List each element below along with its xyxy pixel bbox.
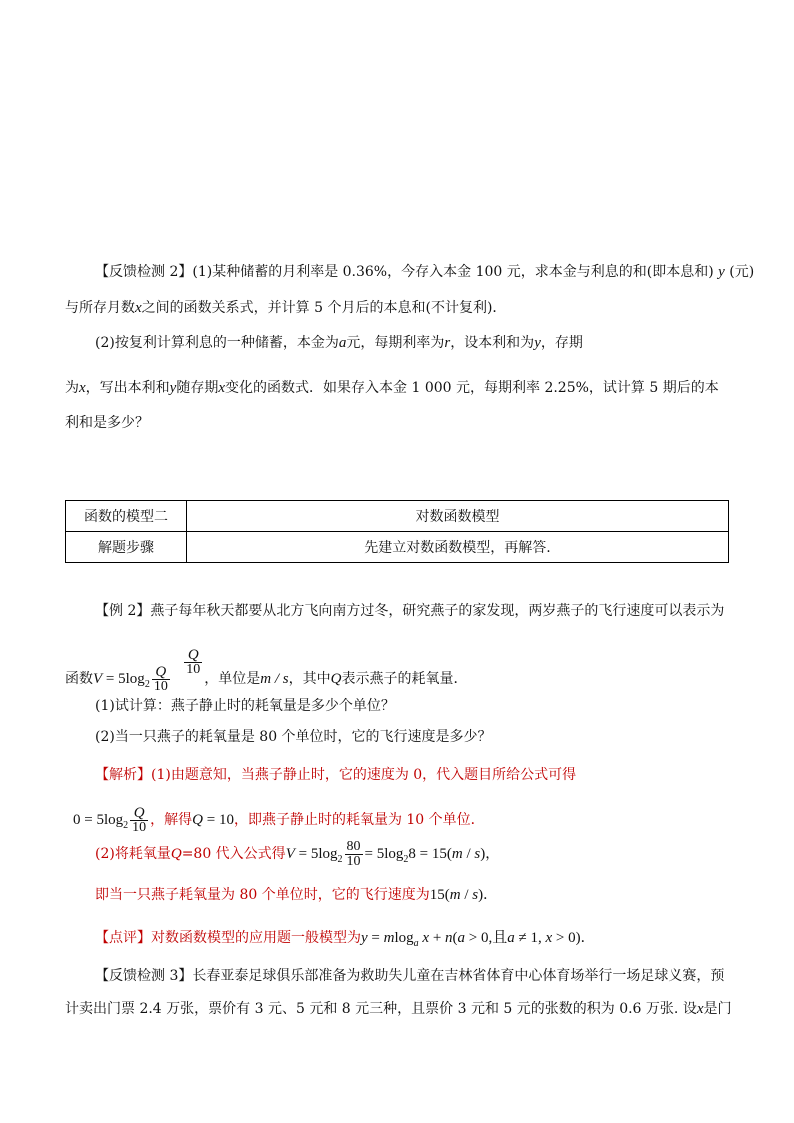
table-cell: 解题步骤 (66, 532, 187, 563)
fraction: $\frac{80}{10}$ (346, 838, 361, 869)
analysis-line4: 即当一只燕子耗氧量为 80 个单位时，它的飞行速度为15(m / s)． (95, 887, 498, 903)
feedback2-tag: 【反馈检测 2】 (95, 264, 193, 280)
feedback2-line1: 【反馈检测 2】(1)某种储蓄的月利率是 0.36%，今存入本金 100 元，求本金与利息的和(即本息和) y (元) (95, 264, 755, 280)
example2-q1: (1)试计算：燕子静止时的耗氧量是多少个单位？ (95, 698, 395, 714)
example2-line1: 【例 2】燕子每年秋天都要从北方飞向南方过冬，研究燕子的家发现，两岁燕子的飞行速度可以表示为 (95, 603, 725, 619)
model-table (65, 500, 729, 563)
table-cell: 对数函数模型 (187, 501, 729, 532)
analysis-line1: 【解析】(1)由题意知，当燕子静止时，它的速度为 0，代入题目所给公式可得 (95, 767, 577, 783)
example2-tag: 【例 2】 (95, 603, 151, 619)
analysis-line2: $0 = 5\log_2$ $\frac{Q}{10}$ ，解得Q = 10，即燕子静止时的耗氧量为 10 个单位． (73, 804, 485, 835)
fraction-raised: $\frac{Q}{10}$ (186, 647, 201, 677)
fraction: $\frac{Q}{10}$ (132, 804, 147, 835)
feedback2-line2: 与所存月数x之间的函数关系式，并计算 5 个月后的本息和(不计复利)． (65, 300, 507, 316)
table-cell: 函数的模型二 (66, 501, 187, 532)
formula: $V = 5\log_2$ (93, 671, 150, 690)
comment-line: 【点评】对数函数模型的应用题一般模型为y = mlog$_a$ x + n(a > 0,且a ≠ 1, x > 0)． (95, 930, 595, 949)
feedback2-q2-line1: (2)按复利计算利息的一种储蓄，本金为a元，每期利率为r，设本利和为y，存期 (95, 335, 583, 351)
feedback3-line1: 【反馈检测 3】长春亚泰足球俱乐部准备为救助失儿童在吉林省体育中心体育场举行一场足球义赛，预 (95, 968, 725, 984)
table-row (66, 501, 729, 532)
analysis-tag: 【解析】 (95, 767, 151, 783)
table-row (66, 532, 729, 563)
analysis-line3: (2)将耗氧量Q=80 代入公式得$V = 5\log_2$ $\frac{80}{10}$ = $5\log_28 = 15(m / s)$， (95, 838, 500, 869)
example2-line2: 函数$V = 5\log_2$ $\frac{Q}{10}$ $\frac{Q}{10}$ ，单位是m / s，其中Q表示燕子的耗氧量． (65, 647, 468, 694)
feedback2-q2-line2: 为x，写出本利和y随存期x变化的函数式．如果存入本金 1 000 元，每期利率 2.25%，试计算 5 期后的本 (65, 380, 719, 396)
comment-tag: 【点评】 (95, 930, 151, 946)
example2-q2: (2)当一只燕子的耗氧量是 80 个单位时，它的飞行速度是多少？ (95, 729, 492, 745)
feedback3-tag: 【反馈检测 3】 (95, 968, 193, 984)
feedback2-q2-line3: 利和是多少？ (65, 415, 149, 431)
feedback3-line2: 计卖出门票 2.4 万张，票价有 3 元、5 元和 8 元三种，且票价 3 元和 5 元的张数的积为 0.6 万张. 设x是门 (65, 1001, 732, 1017)
fraction: $\frac{Q}{10}$ (153, 663, 168, 694)
table-cell: 先建立对数函数模型，再解答. (187, 532, 729, 563)
